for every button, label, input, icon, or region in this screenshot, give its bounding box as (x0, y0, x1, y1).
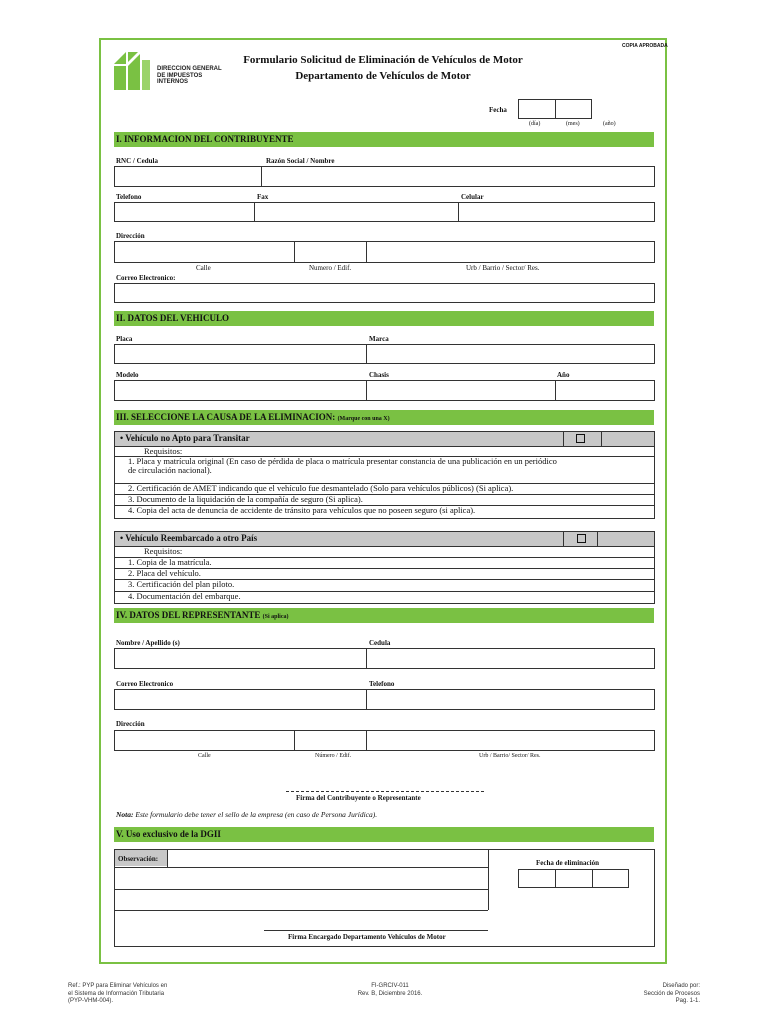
fecha-elim-label: Fecha de eliminación (536, 859, 599, 867)
group2-head: • Vehículo Reembarcado a otro País (120, 533, 258, 543)
divider (597, 532, 598, 546)
divider (366, 241, 367, 263)
divider (555, 869, 556, 888)
correo-telefono-field[interactable] (114, 689, 655, 710)
direccion-field[interactable] (114, 241, 655, 263)
urb-label: Urb / Barrio / Sector/ Res. (466, 264, 540, 272)
firma-label: Firma del Contribuyente o Representante (296, 794, 421, 802)
telefono-label: Telefono (116, 193, 142, 201)
nota-label: Nota: (116, 810, 134, 819)
month-label: (mes) (566, 121, 580, 127)
footer-line: Sección de Procesos (643, 990, 700, 997)
divider (563, 532, 564, 546)
footer-line: (PYP-VHM-004). (68, 998, 114, 1004)
marca-label: Marca (369, 335, 389, 343)
calle-label: Calle (196, 264, 211, 272)
divider (601, 432, 602, 446)
footer-line: Rev. B, Diciembre 2016. (357, 990, 423, 997)
footer-center (330, 983, 450, 998)
divider (261, 166, 262, 187)
section-1-header: I. INFORMACION DEL CONTRIBUYENTE (114, 132, 654, 147)
footer-line: Pag. 1-1. (675, 998, 700, 1004)
logo-line: INTERNOS (157, 79, 189, 85)
urb-rep-label: Urb / Barrio/ Sector/ Res. (479, 753, 541, 759)
nota-text: Este formulario debe tener el sello de la empresa (en caso de Persona Jurídica). (135, 810, 378, 819)
form-subtitle: Departamento de Vehículos de Motor (295, 70, 471, 82)
correo-label: Correo Electronico: (116, 274, 176, 282)
observacion-label: Observación: (118, 855, 159, 863)
divider (366, 380, 367, 401)
group1-item: 3. Documento de la liquidación de la compañía de seguro (Si aplica). (128, 494, 363, 504)
divider (114, 446, 655, 447)
divider (114, 867, 488, 868)
group2-item: 1. Copia de la matrícula. (128, 557, 212, 567)
divider (555, 99, 556, 119)
divider (167, 850, 168, 867)
divider (366, 648, 367, 669)
group1-item: 1. Placa y matrícula original (En caso de pérdida de placa o matrícula presentar constancia de una publicación en un periódico (128, 456, 557, 466)
divider (366, 689, 367, 710)
modelo-label: Modelo (116, 371, 139, 379)
group2-checkbox[interactable] (577, 534, 586, 543)
nombre-cedula-field[interactable] (114, 648, 655, 669)
footer-right (600, 983, 700, 1006)
divider (294, 730, 295, 751)
correo-rep-label: Correo Electronico (116, 680, 174, 688)
divider (114, 889, 488, 890)
group2-item: 3. Certificación del plan piloto. (128, 579, 235, 589)
divider (114, 910, 488, 911)
dgii-logo-icon (112, 50, 152, 92)
divider (114, 546, 655, 547)
group1-item: de circulación nacional). (128, 465, 212, 475)
year-label: (año) (603, 121, 616, 127)
section-4-title: IV. DATOS DEL REPRESENTANTE (116, 610, 261, 620)
divider (294, 241, 295, 263)
section-2-header: II. DATOS DEL VEHICULO (114, 311, 654, 326)
group2-item: 2. Placa del vehículo. (128, 568, 201, 578)
group1-item: 2. Certificación de AMET indicando que el vehículo fue desmantelado (Solo para vehículos públicos) (Si aplica). (128, 483, 514, 493)
section-3-title: III. SELECCIONE LA CAUSA DE LA ELIMINACION: (116, 412, 336, 422)
fecha-elim-field[interactable] (518, 869, 629, 888)
day-label: (día) (529, 121, 541, 127)
footer-line: el Sistema de Información Tributaria (68, 990, 165, 997)
fecha-label: Fecha (489, 106, 507, 114)
firma-encargado-label: Firma Encargado Departamento Vehículos de Motor (288, 933, 446, 941)
group1-head: • Vehículo no Apto para Transitar (120, 433, 250, 443)
divider (592, 869, 593, 888)
rnc-razon-field[interactable] (114, 166, 655, 187)
section-5-header: V. Uso exclusivo de la DGII (114, 827, 654, 842)
group1-checkbox[interactable] (576, 434, 585, 443)
footer-line: Ref.: PYP para Eliminar Vehículos en (68, 983, 168, 989)
cedula-label: Cedula (369, 639, 391, 647)
footer-line: Diseñado por: (662, 983, 700, 989)
divider (254, 202, 255, 222)
fax-label: Fax (257, 193, 269, 201)
footer-left (68, 983, 167, 1006)
numero-label: Numero / Edif. (309, 264, 352, 272)
group2-req-label: Requisitos: (144, 546, 183, 556)
divider (366, 730, 367, 751)
signature-line (286, 791, 484, 792)
signature-line (264, 930, 488, 931)
divider (366, 344, 367, 364)
nombre-label: Nombre / Apellido (s) (116, 639, 180, 647)
logo-line: DIRECCION GENERAL (157, 66, 222, 72)
group1-item: 4. Copia del acta de denuncia de accidente de tránsito para vehículos que no poseen seguro (si aplica). (128, 505, 476, 515)
section-4-note: (Si aplica) (262, 614, 289, 620)
chasis-label: Chasis (369, 371, 389, 379)
footer-line: FI-GRCIV-011 (371, 983, 409, 989)
section-3-note: (Marque con una X) (337, 416, 390, 422)
group2-item: 4. Documentación del embarque. (128, 591, 241, 601)
divider (555, 380, 556, 401)
copy-approved-label: COPIA APROBADA (622, 43, 668, 49)
direccion-rep-field[interactable] (114, 730, 655, 751)
phone-fields[interactable] (114, 202, 655, 222)
modelo-chasis-field[interactable] (114, 380, 655, 401)
rnc-label: RNC / Cedula (116, 157, 159, 165)
correo-field[interactable] (114, 283, 655, 303)
calle-rep-label: Calle (198, 753, 211, 759)
divider (488, 850, 489, 910)
divider (458, 202, 459, 222)
placa-label: Placa (116, 335, 133, 343)
dgii-logo (112, 50, 152, 92)
section-4-header (114, 608, 654, 623)
nota (116, 810, 377, 819)
form-title: Formulario Solicitud de Eliminación de Vehículos de Motor (243, 54, 523, 66)
placa-marca-field[interactable] (114, 344, 655, 364)
direccion-rep-label: Dirección (116, 720, 145, 728)
telefono-rep-label: Telefono (369, 680, 395, 688)
razon-label: Razón Social / Nombre (266, 157, 335, 165)
group1-req-label: Requisitos: (144, 446, 183, 456)
direccion-label: Dirección (116, 232, 145, 240)
section-3-header (114, 410, 654, 425)
celular-label: Celular (461, 193, 484, 201)
anio-label: Año (557, 371, 570, 379)
logo-line: DE IMPUESTOS (157, 72, 203, 79)
divider (563, 432, 564, 446)
numero-rep-label: Número / Edif. (315, 753, 352, 759)
